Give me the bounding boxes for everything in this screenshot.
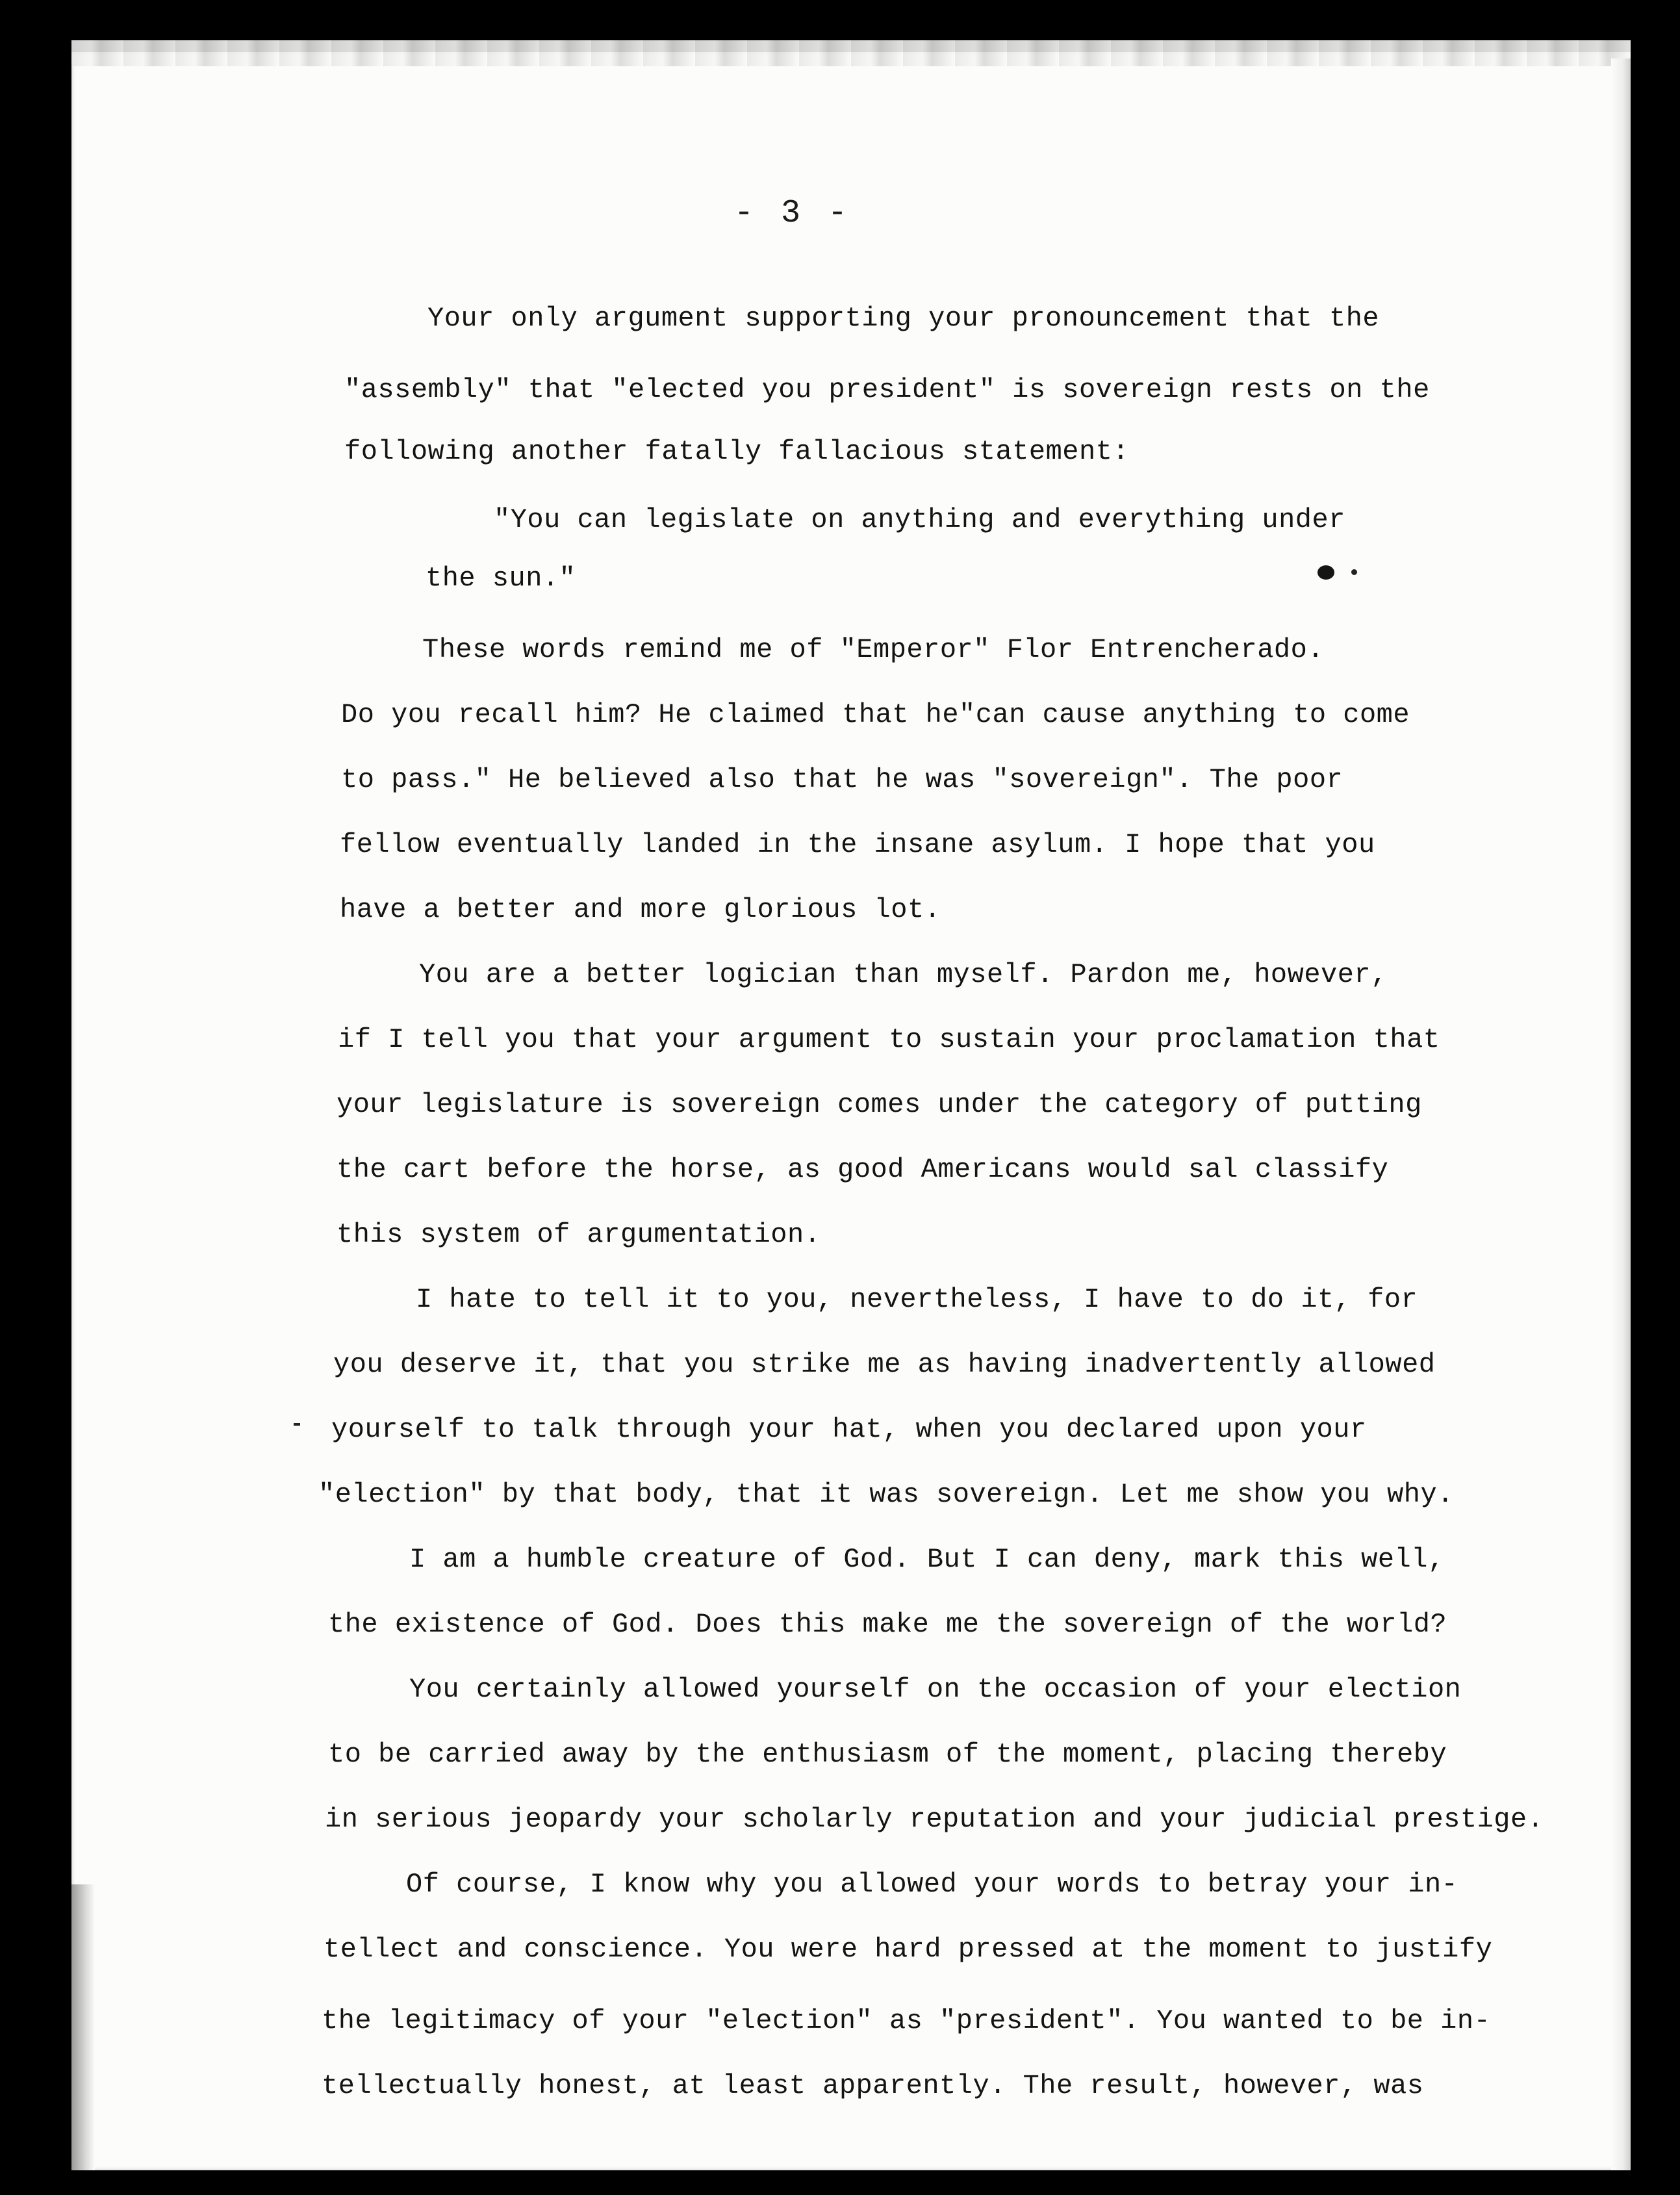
text-line: These words remind me of "Emperor" Flor Entrencherado. <box>422 634 1325 665</box>
text-line: you deserve it, that you strike me as having inadvertently allowed <box>333 1349 1436 1380</box>
text-line: to be carried away by the enthusiasm of the moment, placing thereby <box>328 1739 1447 1770</box>
text-line: "election" by that body, that it was sovereign. Let me show you why. <box>318 1479 1454 1510</box>
text-line: Of course, I know why you allowed your words to betray your in- <box>406 1869 1458 1900</box>
text-line: Your only argument supporting your pronouncement that the <box>427 303 1380 334</box>
page-number: - 3 - <box>733 195 852 232</box>
block-quote-line: "You can legislate on anything and everything under <box>494 504 1345 535</box>
text-line: tellect and conscience. You were hard pressed at the moment to justify <box>324 1934 1493 1965</box>
text-line: your legislature is sovereign comes under the category of putting <box>337 1089 1422 1120</box>
text-line: have a better and more glorious lot. <box>340 894 941 925</box>
text-line: to pass." He believed also that he was "sovereign". The poor <box>341 764 1343 795</box>
stacked-page-edge-right <box>1611 58 1631 2170</box>
text-line: in serious jeopardy your scholarly reputation and your judicial prestige. <box>325 1804 1544 1835</box>
text-line: I am a humble creature of God. But I can deny, mark this well, <box>409 1544 1445 1575</box>
text-line: "assembly" that "elected you president" is sovereign rests on the <box>344 374 1430 405</box>
margin-mark <box>294 1423 300 1426</box>
text-line: tellectually honest, at least apparently. The result, however, was <box>322 2070 1424 2101</box>
stacked-page-edge-top <box>71 40 1631 66</box>
text-line: Do you recall him? He claimed that he"can cause anything to come <box>341 699 1410 730</box>
text-line: You certainly allowed yourself on the occasion of your election <box>409 1674 1462 1705</box>
page-shadow-left <box>71 1884 95 2170</box>
text-line: this system of argumentation. <box>337 1219 821 1250</box>
text-line: following another fatally fallacious statement: <box>344 436 1130 467</box>
text-line: yourself to talk through your hat, when you declared upon your <box>331 1414 1367 1445</box>
text-line: You are a better logician than myself. Pardon me, however, <box>419 959 1388 990</box>
ink-blot-small <box>1351 569 1357 575</box>
text-line: I hate to tell it to you, nevertheless, I have to do it, for <box>416 1284 1418 1315</box>
text-line: the cart before the horse, as good Americans would sal classify <box>337 1154 1389 1185</box>
text-line: the existence of God. Does this make me the sovereign of the world? <box>328 1609 1447 1640</box>
text-line: if I tell you that your argument to sustain your proclamation that <box>338 1024 1440 1055</box>
ink-blot <box>1317 565 1334 580</box>
text-line: the legitimacy of your "election" as "president". You wanted to be in- <box>322 2005 1491 2036</box>
text-line: fellow eventually landed in the insane asylum. I hope that you <box>340 829 1375 860</box>
block-quote-line: the sun." <box>426 563 576 594</box>
